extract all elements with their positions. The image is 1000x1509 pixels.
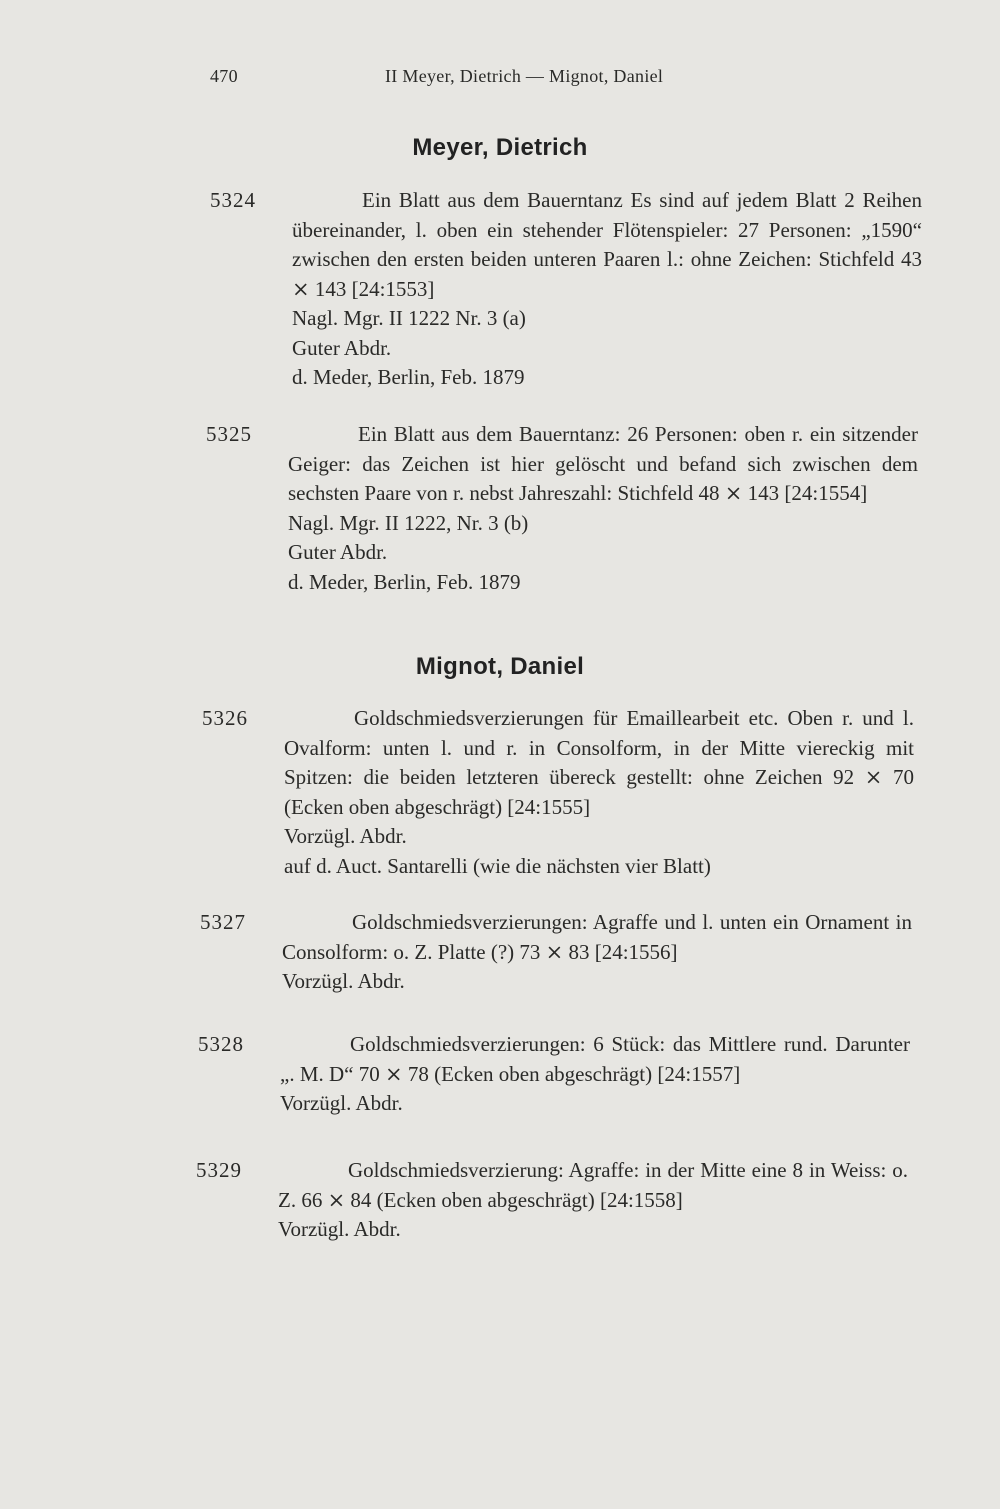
entry-condition: Vorzügl. Abdr. bbox=[280, 1091, 403, 1115]
entry-condition: Guter Abdr. bbox=[288, 540, 388, 564]
entry-number: 5325 bbox=[206, 422, 252, 446]
entry-condition: Guter Abdr. bbox=[292, 335, 392, 360]
entry-description: Goldschmiedsverzierungen für Emaillearbeit etc. Oben r. und l. Ovalform: unten l. und r. in Consolform, in der Mitte viereckig mit Spitzen: die beiden letzteren übereck gestellt: ohne Zeichen 92 ⨯ 70 (Ecken oben abgeschrägt) [24:1555] bbox=[284, 706, 914, 819]
entry-number: 5324 bbox=[210, 188, 256, 212]
entry-number: 5326 bbox=[202, 706, 248, 730]
entry-reference: Nagl. Mgr. II 1222 Nr. 3 (a) bbox=[292, 306, 526, 330]
entry-description: Goldschmiedsverzierung: Agraffe: in der Mitte eine 8 in Weiss: o. Z. 66 ⨯ 84 (Ecken oben abgeschrägt) [24:1558] bbox=[278, 1158, 908, 1212]
entry-condition: Vorzügl. Abdr. bbox=[284, 824, 407, 848]
page-number: 470 bbox=[210, 66, 238, 86]
artist-heading-mignot: Mignot, Daniel bbox=[415, 653, 585, 680]
artist-heading-meyer: Meyer, Dietrich bbox=[412, 134, 588, 161]
entry-provenance: auf d. Auct. Santarelli (wie die nächsten vier Blatt) bbox=[284, 853, 711, 878]
entry-description: Ein Blatt aus dem Bauerntanz: 26 Personen: oben r. ein sitzender Geiger: das Zeichen ist hier gelöscht und befand sich zwischen dem sechsten Paare von r. nebst Jahreszahl: Stichfeld 48 ⨯ 143 [24:1554] bbox=[288, 422, 918, 505]
running-title: II Meyer, Dietrich — Mignot, Daniel bbox=[385, 66, 664, 86]
entry-number: 5329 bbox=[196, 1158, 242, 1182]
entry-reference: Nagl. Mgr. II 1222, Nr. 3 (b) bbox=[288, 510, 529, 535]
entry-condition: Vorzügl. Abdr. bbox=[278, 1217, 401, 1241]
entry-number: 5327 bbox=[200, 910, 246, 934]
entry-description: Goldschmiedsverzierungen: Agraffe und l. unten ein Ornament in Consolform: o. Z. Platte (?) 73 ⨯ 83 [24:1556] bbox=[282, 910, 912, 964]
entry-condition: Vorzügl. Abdr. bbox=[282, 969, 405, 993]
entry-provenance: d. Meder, Berlin, Feb. 1879 bbox=[288, 569, 521, 594]
entry-number: 5328 bbox=[198, 1032, 244, 1056]
entry-description: Ein Blatt aus dem Bauerntanz Es sind auf jedem Blatt 2 Reihen übereinander, l. oben ein stehender Flötenspieler: 27 Personen: „1590“ zwischen den ersten beiden unteren Paaren l.: ohne Zeichen: Stichfeld 43 ⨯ 143 [24:1553] bbox=[292, 188, 922, 301]
entry-provenance: d. Meder, Berlin, Feb. 1879 bbox=[292, 365, 525, 389]
entry-description: Goldschmiedsverzierungen: 6 Stück: das Mittlere rund. Darunter „. M. D“ 70 ⨯ 78 (Ecken oben abgeschrägt) [24:1557] bbox=[280, 1032, 910, 1086]
